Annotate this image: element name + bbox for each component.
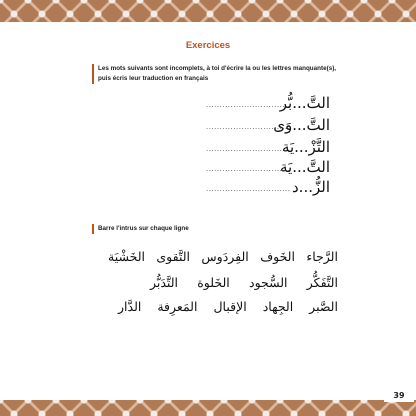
exercise2-instruction [92,224,258,234]
answer-blank[interactable]: ............................... [206,165,291,173]
word-choice[interactable]: التَّقوى [156,248,191,264]
word-choice[interactable]: الجِهاد [262,298,294,314]
incomplete-word: التَّ...يَة [280,158,330,176]
incomplete-word: الزُّ...د [292,178,330,196]
word-choice[interactable]: الرَّجاء [306,248,338,264]
word-choice[interactable]: الخَوف [260,248,295,264]
exercise-item [200,178,330,202]
word-row [118,294,338,318]
decorative-bottom-band [0,400,416,416]
word-choice[interactable]: السُّجود [249,274,288,290]
word-choice[interactable]: الفِردَوس [201,248,249,264]
incomplete-word: التَّزْ...يَة [281,138,330,156]
incomplete-word: التَّ...وَى [273,116,330,134]
exercise1-instruction [92,64,358,84]
instruction-line: Les mots suivants sont incomplets, à toi d'écrire la ou les lettres manquante(s), [98,65,337,72]
page-number: 39 [384,390,414,402]
word-choice[interactable]: الخَلوة [197,274,230,290]
page-title: Exercices [185,40,231,51]
word-choice[interactable]: الصَّبر [309,298,338,314]
answer-blank[interactable]: ............................... [206,123,291,131]
instruction-line: puis écris leur traduction en français [98,75,209,82]
word-row [150,270,338,294]
word-choice[interactable]: التَّدَبُّر [150,274,178,290]
incomplete-word: التَّ...بُّر [279,94,330,112]
word-choice[interactable]: التَّفَكُّر [306,274,338,290]
word-choice[interactable]: المَعرِفة [157,298,198,314]
word-choice[interactable]: الدَّار [118,298,142,314]
exercise-item [200,94,330,118]
answer-blank[interactable]: ............................... [206,185,291,193]
decorative-top-band [0,0,416,22]
instruction-line: Barre l'intrus sur chaque ligne [98,225,189,232]
word-row [108,244,338,268]
exercise-item [200,116,330,140]
word-choice[interactable]: الخَشْيَة [108,248,145,264]
answer-blank[interactable]: ............................... [206,101,291,109]
word-choice[interactable]: الإقبال [213,298,247,314]
answer-blank[interactable]: ............................... [206,145,291,153]
